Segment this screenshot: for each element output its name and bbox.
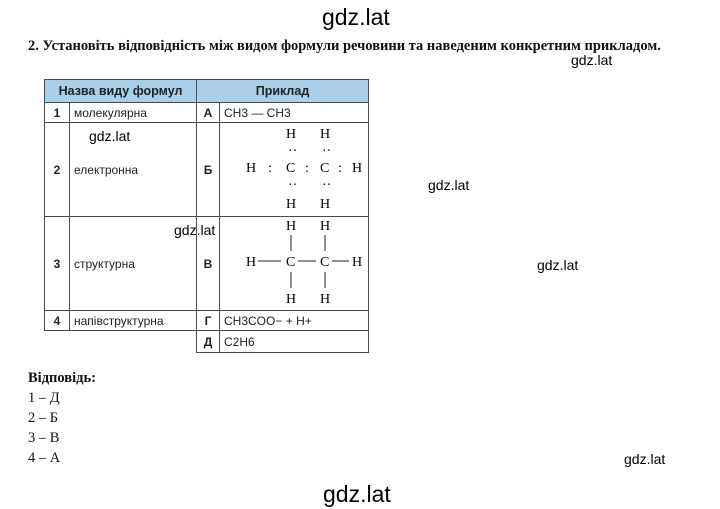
example-letter: Б (197, 123, 220, 217)
svg-text:H: H (320, 197, 331, 212)
watermark: gdz.lat (537, 257, 579, 273)
structural-formula (224, 217, 364, 307)
svg-text::: : (268, 161, 272, 176)
example-b-formula (220, 123, 369, 217)
formula-type-name: напівструктурна (70, 311, 197, 331)
svg-text:H: H (246, 255, 257, 270)
table-header-row (45, 80, 369, 103)
example-letter: Д (197, 331, 220, 353)
table-row (45, 103, 369, 123)
example-g-formula: CH3COO− + H+ (220, 311, 369, 331)
svg-text:H: H (320, 292, 331, 307)
example-d-formula: C2H6 (220, 331, 369, 353)
header-formula-type: Назва виду формул (45, 80, 197, 103)
row-number: 1 (45, 103, 70, 123)
row-number: 3 (45, 217, 70, 311)
watermark: gdz.lat (624, 451, 666, 467)
table-row (45, 123, 369, 217)
watermark: gdz.lat (89, 128, 131, 144)
svg-text:··: ·· (288, 178, 298, 193)
watermark-top: gdz.lat (322, 4, 390, 30)
svg-text:H: H (286, 292, 297, 307)
answer-item: 2 – Б (28, 410, 59, 426)
svg-text:··: ·· (322, 144, 332, 159)
svg-text::: : (338, 161, 342, 176)
task-statement (28, 37, 688, 55)
table-row (45, 311, 369, 331)
table-row (45, 217, 369, 311)
formula-type-name: молекулярна (70, 103, 197, 123)
svg-text:H: H (320, 219, 331, 234)
svg-text:H: H (286, 219, 297, 234)
watermark: gdz.lat (428, 177, 470, 193)
table-row (45, 331, 369, 353)
svg-text:H: H (286, 197, 297, 212)
task-text: Установіть відповідність між видом формули речовини та наведеним конкретним прикладом. (42, 38, 661, 54)
answer-item: 1 – Д (28, 390, 60, 406)
svg-text:··: ·· (288, 144, 298, 159)
svg-text:··: ·· (322, 178, 332, 193)
svg-text:C: C (320, 161, 330, 176)
watermark: gdz.lat (571, 52, 613, 68)
example-letter: Г (197, 311, 220, 331)
formula-type-name: електронна (70, 123, 197, 217)
answer-item: 3 – В (28, 430, 60, 446)
example-letter: В (197, 217, 220, 311)
answer-block (28, 368, 96, 468)
svg-text:H: H (352, 161, 363, 176)
svg-text::: : (305, 161, 309, 176)
formula-type-name: структурна (70, 217, 197, 311)
svg-text:H: H (286, 127, 297, 142)
matching-table (44, 79, 369, 353)
svg-text:C: C (286, 255, 296, 270)
svg-text:H: H (320, 127, 331, 142)
empty-cell (45, 331, 197, 353)
answer-title: Відповідь: (28, 370, 96, 386)
watermark-bottom: gdz.lat (323, 481, 391, 507)
example-a-formula: CH3 — CH3 (220, 103, 369, 123)
row-number: 2 (45, 123, 70, 217)
task-number: 2. (28, 38, 39, 54)
svg-text:C: C (320, 255, 330, 270)
svg-text:H: H (246, 161, 257, 176)
example-letter: А (197, 103, 220, 123)
svg-text:C: C (286, 161, 296, 176)
header-example: Приклад (197, 80, 369, 103)
electron-formula (224, 123, 364, 213)
watermark: gdz.lat (174, 222, 216, 238)
svg-text:H: H (352, 255, 363, 270)
answer-item: 4 – А (28, 450, 61, 466)
row-number: 4 (45, 311, 70, 331)
example-v-formula (220, 217, 369, 311)
